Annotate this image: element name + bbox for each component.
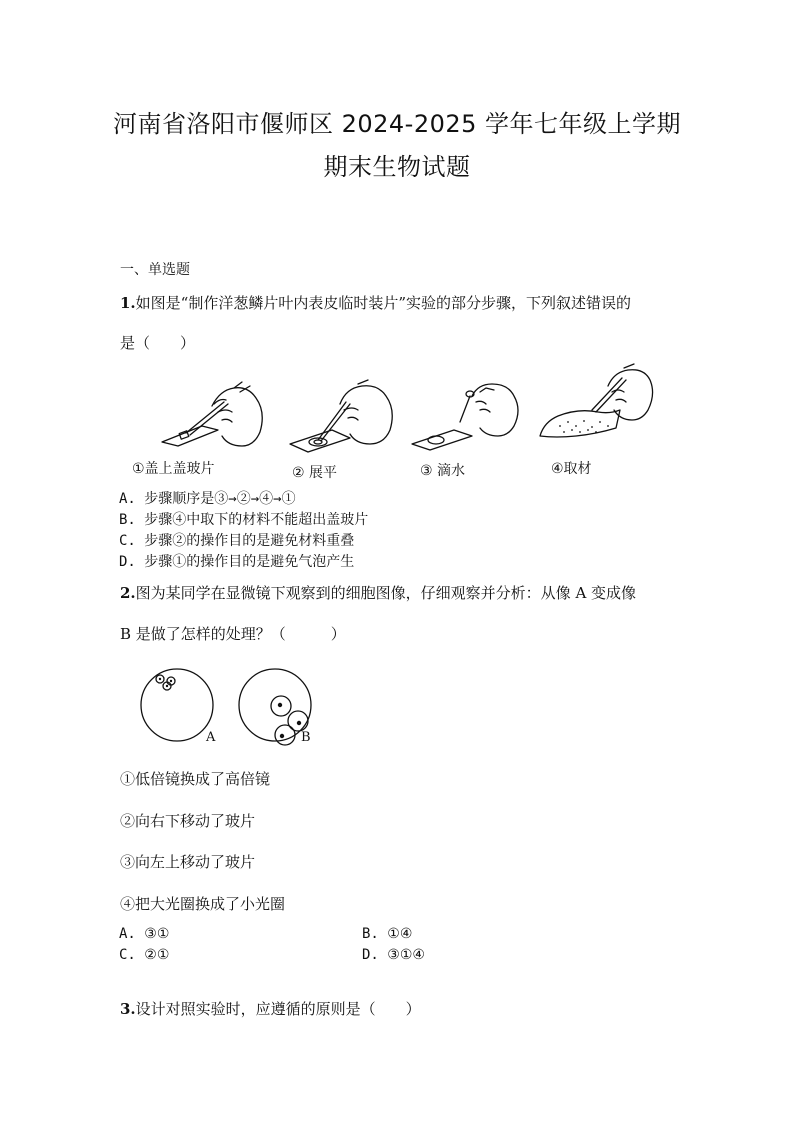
q2-label-a: A bbox=[206, 730, 216, 745]
q2-statement-4: ④把大光圈换成了小光圈 bbox=[120, 895, 286, 913]
q1-step3-figure bbox=[410, 382, 530, 452]
q3-number: 3. bbox=[120, 1000, 136, 1018]
q2-option-b: B. ①④ bbox=[362, 926, 413, 942]
q2-stem-line2: B 是做了怎样的处理？（ ） bbox=[120, 625, 346, 643]
q1-step2-figure bbox=[286, 382, 406, 452]
q1-stem-text: 如图是“制作洋葱鳞片叶内表皮临时装片”实验的部分步骤，下列叙述错误的 bbox=[135, 294, 632, 312]
section-heading: 一、单选题 bbox=[120, 262, 190, 278]
q2-option-d: D. ③①④ bbox=[362, 947, 425, 963]
q1-option-a: A. 步骤顺序是③→②→④→① bbox=[119, 491, 296, 507]
q1-option-b: B. 步骤④中取下的材料不能超出盖玻片 bbox=[119, 512, 369, 528]
q3-stem bbox=[120, 998, 421, 1019]
q1-caption-step1: ①盖上盖玻片 bbox=[132, 461, 215, 477]
q1-option-c: C. 步骤②的操作目的是避免材料重叠 bbox=[119, 533, 355, 549]
q3-stem-text: 设计对照实验时，应遵循的原则是（ ） bbox=[135, 1000, 421, 1018]
q1-step4-figure bbox=[536, 366, 656, 446]
q1-step1-figure bbox=[150, 382, 270, 452]
q2-stem-line1 bbox=[120, 582, 636, 603]
page-title-line2: 期末生物试题 bbox=[323, 153, 471, 181]
q2-statement-1: ①低倍镜换成了高倍镜 bbox=[120, 770, 271, 788]
q2-option-a: A. ③① bbox=[119, 926, 170, 942]
q1-caption-step4: ④取材 bbox=[551, 461, 592, 477]
q2-number: 2. bbox=[120, 584, 136, 602]
q2-statement-2: ②向右下移动了玻片 bbox=[120, 812, 256, 830]
q2-stem-text: 图为某同学在显微镜下观察到的细胞图像，仔细观察并分析：从像 A 变成像 bbox=[135, 584, 637, 602]
q2-statement-3: ③向左上移动了玻片 bbox=[120, 853, 256, 871]
page-title-line1: 河南省洛阳市偃师区 2024-2025 学年七年级上学期 bbox=[112, 110, 682, 138]
q2-label-b: B bbox=[301, 730, 311, 745]
q1-caption-step3: ③ 滴水 bbox=[420, 463, 466, 479]
q1-option-d: D. 步骤①的操作目的是避免气泡产生 bbox=[119, 554, 355, 570]
q2-option-c: C. ②① bbox=[119, 947, 170, 963]
q1-stem-line1 bbox=[120, 292, 631, 313]
q1-caption-step2: ② 展平 bbox=[292, 465, 338, 481]
q1-stem-line2: 是（ ） bbox=[120, 334, 196, 352]
q1-number: 1. bbox=[120, 294, 136, 312]
